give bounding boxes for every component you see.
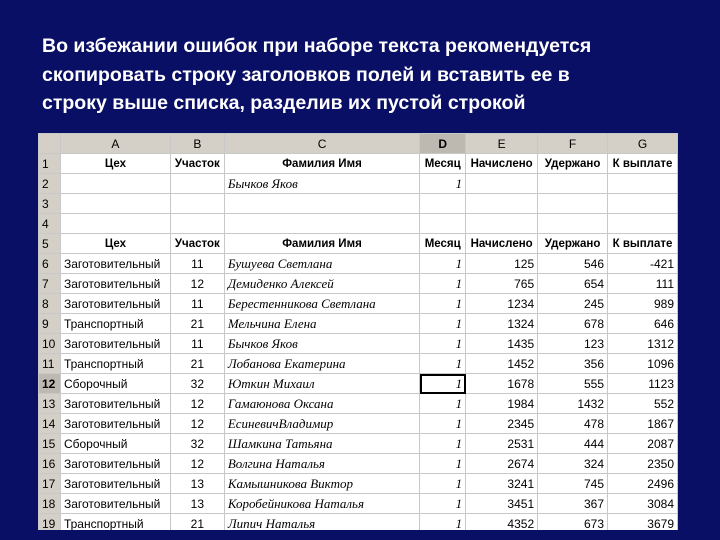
cell[interactable] xyxy=(224,214,419,234)
cell[interactable] xyxy=(608,214,678,234)
cell-fio[interactable]: Волгина Наталья xyxy=(224,454,419,474)
cell-shop[interactable]: Заготовительный xyxy=(60,494,170,514)
cell-header-pay[interactable]: К выплате xyxy=(608,154,678,174)
row-header[interactable]: 8 xyxy=(39,294,61,314)
cell[interactable] xyxy=(608,194,678,214)
cell-fio[interactable]: Юткин Михаил xyxy=(224,374,419,394)
cell-month[interactable]: 1 xyxy=(420,454,466,474)
cell[interactable] xyxy=(60,174,170,194)
cell-pay[interactable]: 2087 xyxy=(608,434,678,454)
row-header[interactable]: 11 xyxy=(39,354,61,374)
cell-section[interactable]: 32 xyxy=(170,434,224,454)
table-row xyxy=(39,314,678,334)
cell-month[interactable]: 1 xyxy=(420,354,466,374)
cell[interactable] xyxy=(170,194,224,214)
cell-month[interactable]: 1 xyxy=(420,334,466,354)
cell-accrued[interactable]: 125 xyxy=(466,254,538,274)
cell-list-header-withheld[interactable]: Удержано xyxy=(538,234,608,254)
cell-header-shop[interactable]: Цех xyxy=(60,154,170,174)
cell-fio[interactable]: Шамкина Татьяна xyxy=(224,434,419,454)
row-header[interactable]: 3 xyxy=(39,194,61,214)
cell-pay[interactable]: 1867 xyxy=(608,414,678,434)
cell-month[interactable]: 1 xyxy=(420,474,466,494)
cell[interactable] xyxy=(60,214,170,234)
cell[interactable] xyxy=(538,214,608,234)
title-line-2: скопировать строку заголовков полей и вставить ее в xyxy=(42,63,570,86)
cell-pay[interactable]: -421 xyxy=(608,254,678,274)
cell-accrued[interactable]: 1984 xyxy=(466,394,538,414)
table-row xyxy=(39,274,678,294)
cell-fio[interactable]: ЕсиневичВладимир xyxy=(224,414,419,434)
cell[interactable] xyxy=(170,174,224,194)
cell-fio[interactable]: Мельчина Елена xyxy=(224,314,419,334)
cell-accrued[interactable]: 1678 xyxy=(466,374,538,394)
column-header-a[interactable]: A xyxy=(60,134,170,154)
cell-header-accrued[interactable]: Начислено xyxy=(466,154,538,174)
cell-header-fio[interactable]: Фамилия Имя xyxy=(224,154,419,174)
cell-pay[interactable]: 1312 xyxy=(608,334,678,354)
column-header-d[interactable]: D xyxy=(420,134,466,154)
cell-section[interactable]: 21 xyxy=(170,354,224,374)
cell-pay[interactable]: 1123 xyxy=(608,374,678,394)
cell-section[interactable]: 11 xyxy=(170,254,224,274)
cell-month[interactable]: 1 xyxy=(420,434,466,454)
row-header[interactable]: 14 xyxy=(39,414,61,434)
cell-list-header-fio[interactable]: Фамилия Имя xyxy=(224,234,419,254)
cell-month[interactable]: 1 xyxy=(420,394,466,414)
cell-section[interactable]: 11 xyxy=(170,334,224,354)
cell-fio[interactable]: Лобанова Екатерина xyxy=(224,354,419,374)
cell-shop[interactable]: Заготовительный xyxy=(60,334,170,354)
row-header[interactable]: 5 xyxy=(39,234,61,254)
row-header[interactable]: 17 xyxy=(39,474,61,494)
cell-withheld[interactable]: 367 xyxy=(538,494,608,514)
table-row xyxy=(39,294,678,314)
cell-section[interactable]: 21 xyxy=(170,514,224,531)
row-header[interactable]: 18 xyxy=(39,494,61,514)
cell-month[interactable]: 1 xyxy=(420,374,466,394)
row-header[interactable]: 19 xyxy=(39,514,61,531)
row-header[interactable]: 9 xyxy=(39,314,61,334)
title-line-3: строку выше списка, разделив их пустой строкой xyxy=(42,92,526,114)
table-row xyxy=(39,454,678,474)
cell-withheld[interactable]: 673 xyxy=(538,514,608,531)
table-row xyxy=(39,474,678,494)
row-header[interactable]: 1 xyxy=(39,154,61,174)
cell-accrued[interactable]: 1234 xyxy=(466,294,538,314)
table-row xyxy=(39,514,678,531)
cell-accrued[interactable]: 2345 xyxy=(466,414,538,434)
table-row xyxy=(39,414,678,434)
title-line-1: Во избежании ошибок при наборе текста рекомендуется xyxy=(42,35,592,57)
cell-shop[interactable]: Транспортный xyxy=(60,314,170,334)
cell[interactable] xyxy=(538,194,608,214)
cell-withheld[interactable]: 245 xyxy=(538,294,608,314)
cell[interactable] xyxy=(538,174,608,194)
cell-month[interactable]: 1 xyxy=(420,274,466,294)
cell-section[interactable]: 13 xyxy=(170,474,224,494)
cell-withheld[interactable]: 324 xyxy=(538,454,608,474)
table-row xyxy=(39,374,678,394)
cell-pay[interactable]: 2496 xyxy=(608,474,678,494)
cell[interactable] xyxy=(420,214,466,234)
row-header[interactable]: 4 xyxy=(39,214,61,234)
cell-withheld[interactable]: 678 xyxy=(538,314,608,334)
cell-accrued[interactable]: 2674 xyxy=(466,454,538,474)
row-header[interactable]: 16 xyxy=(39,454,61,474)
cell-list-header-month[interactable]: Месяц xyxy=(420,234,466,254)
cell-fio[interactable]: Берестенникова Светлана xyxy=(224,294,419,314)
cell-month[interactable]: 1 xyxy=(420,294,466,314)
cell[interactable] xyxy=(466,214,538,234)
empty-row xyxy=(39,194,678,214)
cell-shop[interactable]: Транспортный xyxy=(60,354,170,374)
cell-shop[interactable]: Заготовительный xyxy=(60,274,170,294)
cell-section[interactable]: 13 xyxy=(170,494,224,514)
cell-shop[interactable]: Заготовительный xyxy=(60,454,170,474)
cell-shop[interactable]: Сборочный xyxy=(60,374,170,394)
cell-shop[interactable]: Заготовительный xyxy=(60,394,170,414)
select-all-corner[interactable] xyxy=(39,134,61,154)
row-header[interactable]: 12 xyxy=(39,374,61,394)
cell-header-withheld[interactable]: Удержано xyxy=(538,154,608,174)
cell-section[interactable]: 32 xyxy=(170,374,224,394)
cell-fio[interactable]: Гамаюнова Оксана xyxy=(224,394,419,414)
cell[interactable] xyxy=(608,174,678,194)
cell[interactable] xyxy=(224,194,419,214)
row-header[interactable]: 7 xyxy=(39,274,61,294)
column-header-e[interactable]: E xyxy=(466,134,538,154)
cell-section[interactable]: 11 xyxy=(170,294,224,314)
cell-header-section[interactable]: Участок xyxy=(170,154,224,174)
row-header[interactable]: 10 xyxy=(39,334,61,354)
column-header-g[interactable]: G xyxy=(608,134,678,154)
cell-fio[interactable]: Камышникова Виктор xyxy=(224,474,419,494)
cell-withheld[interactable]: 478 xyxy=(538,414,608,434)
cell-pay[interactable]: 646 xyxy=(608,314,678,334)
criteria-header-row xyxy=(39,154,678,174)
cell-withheld[interactable]: 745 xyxy=(538,474,608,494)
cell-shop[interactable]: Сборочный xyxy=(60,434,170,454)
cell-month[interactable]: 1 xyxy=(420,314,466,334)
row-header[interactable]: 6 xyxy=(39,254,61,274)
cell-pay[interactable]: 1096 xyxy=(608,354,678,374)
column-header-c[interactable]: C xyxy=(224,134,419,154)
cell-fio[interactable]: Бушуева Светлана xyxy=(224,254,419,274)
cell-pay[interactable]: 3679 xyxy=(608,514,678,531)
spreadsheet-grid xyxy=(38,133,678,530)
cell-pay[interactable]: 989 xyxy=(608,294,678,314)
slide-title xyxy=(42,32,702,118)
cell-section[interactable]: 12 xyxy=(170,454,224,474)
cell-accrued[interactable]: 3451 xyxy=(466,494,538,514)
row-header[interactable]: 13 xyxy=(39,394,61,414)
table-row xyxy=(39,254,678,274)
cell-fio[interactable]: Демиденко Алексей xyxy=(224,274,419,294)
cell-fio[interactable]: Бычков Яков xyxy=(224,334,419,354)
cell-criteria-fio[interactable]: Бычков Яков xyxy=(224,174,419,194)
table-row xyxy=(39,334,678,354)
cell-criteria-month[interactable]: 1 xyxy=(420,174,466,194)
cell-list-header-accrued[interactable]: Начислено xyxy=(466,234,538,254)
cell-withheld[interactable]: 356 xyxy=(538,354,608,374)
column-header-b[interactable]: B xyxy=(170,134,224,154)
empty-row xyxy=(39,214,678,234)
table-row xyxy=(39,434,678,454)
cell-withheld[interactable]: 1432 xyxy=(538,394,608,414)
cell-month[interactable]: 1 xyxy=(420,254,466,274)
cell-header-month[interactable]: Месяц xyxy=(420,154,466,174)
cell[interactable] xyxy=(420,194,466,214)
cell[interactable] xyxy=(466,174,538,194)
cell[interactable] xyxy=(60,194,170,214)
cell-shop[interactable]: Заготовительный xyxy=(60,294,170,314)
cell-list-header-shop[interactable]: Цех xyxy=(60,234,170,254)
cell-withheld[interactable]: 546 xyxy=(538,254,608,274)
cell-section[interactable]: 12 xyxy=(170,414,224,434)
cell-accrued[interactable]: 1435 xyxy=(466,334,538,354)
cell-accrued[interactable]: 765 xyxy=(466,274,538,294)
cell-pay[interactable]: 3084 xyxy=(608,494,678,514)
cell-list-header-pay[interactable]: К выплате xyxy=(608,234,678,254)
row-header[interactable]: 2 xyxy=(39,174,61,194)
cell-withheld[interactable]: 555 xyxy=(538,374,608,394)
table-row xyxy=(39,494,678,514)
cell-month[interactable]: 1 xyxy=(420,414,466,434)
cell-shop[interactable]: Заготовительный xyxy=(60,254,170,274)
cell-shop[interactable]: Транспортный xyxy=(60,514,170,531)
column-header-row xyxy=(39,134,678,154)
cell-withheld[interactable]: 444 xyxy=(538,434,608,454)
cell-fio[interactable]: Коробейникова Наталья xyxy=(224,494,419,514)
cell-pay[interactable]: 552 xyxy=(608,394,678,414)
column-header-f[interactable]: F xyxy=(538,134,608,154)
criteria-value-row xyxy=(39,174,678,194)
cell-month[interactable]: 1 xyxy=(420,494,466,514)
cell[interactable] xyxy=(466,194,538,214)
cell[interactable] xyxy=(170,214,224,234)
cell-section[interactable]: 12 xyxy=(170,394,224,414)
cell-shop[interactable]: Заготовительный xyxy=(60,414,170,434)
cell-withheld[interactable]: 123 xyxy=(538,334,608,354)
cell-fio[interactable]: Липич Наталья xyxy=(224,514,419,531)
cell-pay[interactable]: 111 xyxy=(608,274,678,294)
cell-month[interactable]: 1 xyxy=(420,514,466,531)
cell-withheld[interactable]: 654 xyxy=(538,274,608,294)
cell-accrued[interactable]: 3241 xyxy=(466,474,538,494)
cell-shop[interactable]: Заготовительный xyxy=(60,474,170,494)
row-header[interactable]: 15 xyxy=(39,434,61,454)
table-row xyxy=(39,354,678,374)
cell-accrued[interactable]: 2531 xyxy=(466,434,538,454)
cell-accrued[interactable]: 1452 xyxy=(466,354,538,374)
cell-accrued[interactable]: 1324 xyxy=(466,314,538,334)
cell-pay[interactable]: 2350 xyxy=(608,454,678,474)
cell-section[interactable]: 12 xyxy=(170,274,224,294)
table-row xyxy=(39,394,678,414)
cell-accrued[interactable]: 4352 xyxy=(466,514,538,531)
spreadsheet[interactable] xyxy=(38,133,678,530)
cell-list-header-section[interactable]: Участок xyxy=(170,234,224,254)
cell-section[interactable]: 21 xyxy=(170,314,224,334)
list-header-row xyxy=(39,234,678,254)
